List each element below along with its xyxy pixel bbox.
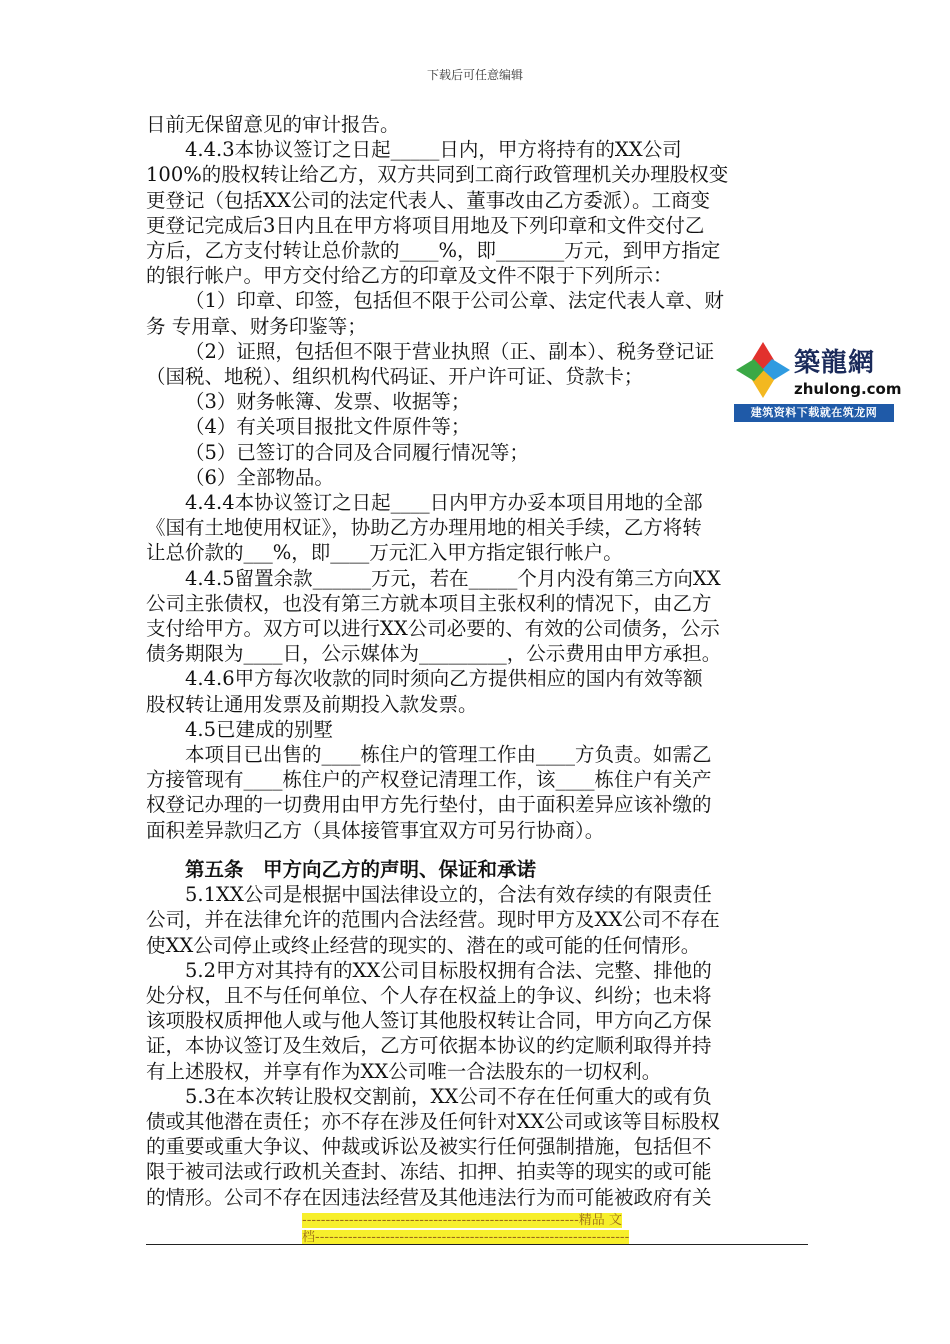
logo-emblem-icon (734, 340, 792, 400)
logo-slogan: 建筑资料下载就在筑龙网 (734, 404, 894, 422)
text-line: 更登记完成后3日内且在甲方将项目用地及下列印章和文件交付乙 (146, 213, 705, 237)
logo-name: 築龍網 (794, 348, 876, 378)
text-line: 公司，并在法律允许的范围内合法经营。现时甲方及XX公司不存在 (146, 908, 720, 932)
text-line: 务 专用章、财务印鉴等； (146, 314, 367, 338)
text-line: 债务期限为____日，公示媒体为_________，公示费用由甲方承担。 (146, 642, 722, 666)
text-line: 的重要或重大争议、仲裁或诉讼及被实行任何强制措施，包括但不 (146, 1135, 712, 1159)
text-line: 面积差异款归乙方（具体接管事宜双方可另行协商）。 (146, 818, 605, 842)
text-line: 处分权，且不与任何单位、个人存在权益上的争议、纠纷；也未将 (146, 983, 712, 1007)
text-line: （6）全部物品。 (185, 465, 334, 489)
text-line: （2）证照，包括但不限于营业执照（正、副本）、税务登记证 (185, 339, 715, 363)
text-line: 债或其他潜在责任；亦不存在涉及任何针对XX公司或该等目标股权 (146, 1109, 720, 1133)
section-title: 第五条 甲方向乙方的声明、保证和承诺 (185, 857, 537, 881)
text-line: 4.4.4本协议签订之日起____日内甲方办妥本项目用地的全部 (185, 491, 703, 515)
text-line: 方接管现有____栋住户的产权登记清理工作，该____栋住户有关产 (146, 768, 712, 792)
text-line: 4.4.3本协议签订之日起_____日内，甲方将持有的XX公司 (185, 138, 682, 162)
paragraph-block-4-4 (146, 112, 810, 843)
text-line: 限于被司法或行政机关查封、冻结、扣押、拍卖等的现实的或可能 (146, 1160, 712, 1184)
text-line: 权登记办理的一切费用由甲方先行垫付，由于面积差异应该补缴的 (146, 793, 712, 817)
text-line: 公司主张债权，也没有第三方就本项目主张权利的情况下，由乙方 (146, 591, 712, 615)
text-line: 5.2甲方对其持有的XX公司目标股权拥有合法、完整、排他的 (185, 958, 712, 982)
text-line: （3）财务帐簿、发票、收据等； (185, 390, 471, 414)
text-line: 100%的股权转让给乙方，双方共同到工商行政管理机关办理股权变 (146, 163, 729, 187)
text-line: 5.1XX公司是根据中国法律设立的，合法有效存续的有限责任 (185, 883, 712, 907)
footer-line-2: 档------------------------------------------------------------------- (302, 1230, 630, 1245)
text-line: 股权转让通用发票及前期投入款发票。 (146, 692, 478, 716)
text-line: 日前无保留意见的审计报告。 (146, 113, 400, 136)
text-line: 的情形。公司不存在因违法经营及其他违法行为而可能被政府有关 (146, 1185, 712, 1209)
footer-rule (146, 1244, 808, 1245)
text-line: 有上述股权，并享有作为XX公司唯一合法股东的一切权利。 (146, 1059, 662, 1083)
footer-note (302, 1212, 648, 1246)
text-line: 5.3在本次转让股权交割前，XX公司不存在任何重大的或有负 (185, 1084, 712, 1108)
text-line: 4.5已建成的别墅 (185, 717, 334, 741)
text-line: 本项目已出售的____栋住户的管理工作由____方负责。如需乙 (185, 743, 712, 767)
document-body (146, 112, 810, 1210)
zhulong-logo (734, 336, 902, 424)
text-line: 证，本协议签订及生效后，乙方可依据本协议的约定顺利取得并持 (146, 1034, 712, 1058)
text-line: 更登记（包括XX公司的法定代表人、董事改由乙方委派）。工商变 (146, 188, 711, 212)
text-line: 该项股权质押他人或与他人签订其他股权转让合同，甲方向乙方保 (146, 1009, 712, 1033)
logo-domain: zhulong.com (794, 380, 902, 398)
text-line: 让总价款的___%，即____万元汇入甲方指定银行帐户。 (146, 541, 623, 565)
page-header: 下载后可任意编辑 (426, 68, 523, 82)
text-line: （国税、地税）、组织机构代码证、开户许可证、贷款卡； (146, 365, 644, 389)
text-line: 支付给甲方。双方可以进行XX公司必要的、有效的公司债务，公示 (146, 617, 720, 641)
text-line: 4.4.5留置余款______万元，若在_____个月内没有第三方向XX (185, 566, 721, 590)
text-line: （4）有关项目报批文件原件等； (185, 415, 471, 439)
text-line: 的银行帐户。甲方交付给乙方的印章及文件不限于下列所示： (146, 264, 673, 288)
text-line: （5）已签订的合同及合同履行情况等； (185, 440, 529, 464)
text-line: 4.4.6甲方每次收款的同时须向乙方提供相应的国内有效等额 (185, 667, 703, 691)
text-line: 使XX公司停止或终止经营的现实的、潜在的或可能的任何情形。 (146, 933, 701, 957)
text-line: 《国有土地使用权证》，协助乙方办理用地的相关手续，乙方将转 (146, 516, 702, 540)
footer-line-1: -----------------------------------------------------------精品 文 (302, 1213, 622, 1228)
text-line: 方后，乙方支付转让总价款的____%，即_______万元，到甲方指定 (146, 239, 721, 263)
paragraph-block-5 (146, 882, 810, 1210)
text-line: （1）印章、印签，包括但不限于公司公章、法定代表人章、财 (185, 289, 724, 313)
